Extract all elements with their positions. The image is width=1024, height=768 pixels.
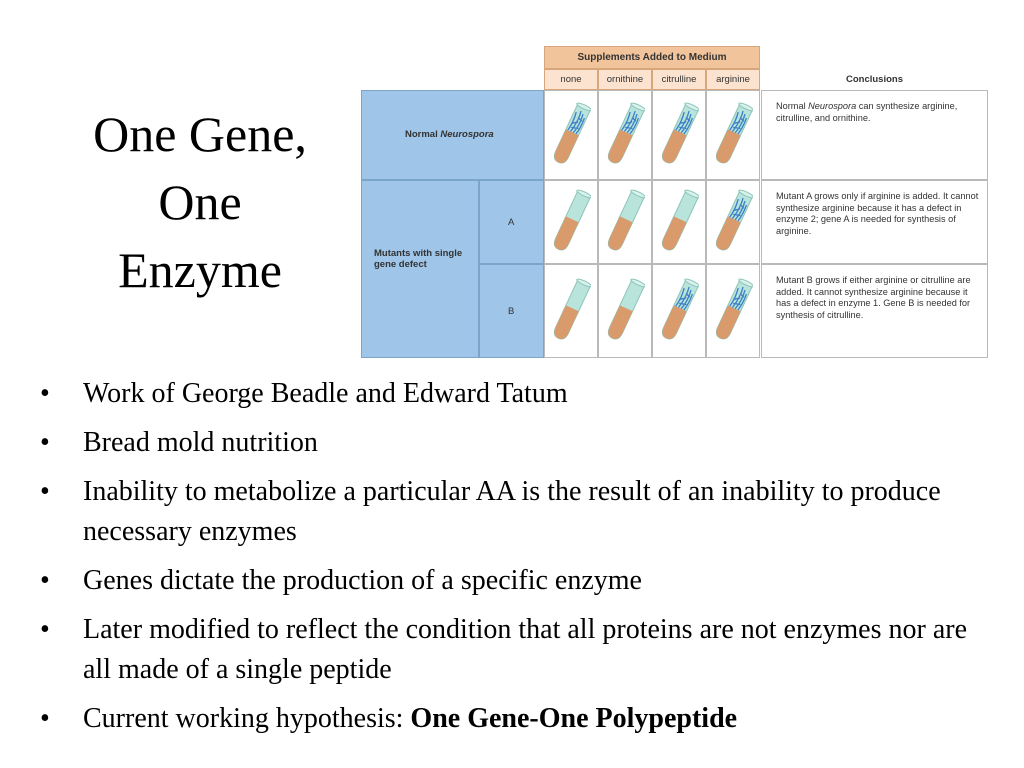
mutant-b-cell bbox=[479, 264, 544, 358]
bullet-text: Genes dictate the production of a specific enzyme bbox=[83, 565, 642, 596]
bullet-item-hypothesis bbox=[40, 699, 1000, 739]
test-tube-no-growth-icon bbox=[605, 278, 645, 344]
bullet-item bbox=[40, 423, 1000, 463]
bullet-text: Current working hypothesis: bbox=[83, 703, 411, 734]
conclusion-normal-italic: Neurospora bbox=[808, 101, 857, 111]
bullet-dot: • bbox=[40, 703, 50, 734]
bullet-item bbox=[40, 374, 1000, 414]
mutant-a-cell bbox=[479, 180, 544, 264]
tube-cell-a-citrulline bbox=[652, 180, 706, 264]
title-line-2: One bbox=[158, 174, 242, 230]
title-line-1: One Gene, bbox=[93, 106, 307, 162]
bullet-dot: • bbox=[40, 565, 50, 596]
bullet-text: Inability to metabolize a particular AA is the result of an inability to produce necessary enzymes bbox=[83, 476, 941, 547]
test-tube-growth-icon bbox=[713, 189, 753, 255]
tube-cell-a-none bbox=[544, 180, 598, 264]
tube-cell-b-arginine bbox=[706, 264, 760, 358]
bullet-text: Work of George Beadle and Edward Tatum bbox=[83, 378, 568, 409]
test-tube-growth-icon bbox=[713, 278, 753, 344]
normal-label-prefix: Normal bbox=[405, 129, 441, 140]
conclusion-normal-rest: can synthesize arginine, citrulline, and ornithine. bbox=[776, 101, 958, 123]
mutants-label: Mutants with single gene defect bbox=[374, 248, 463, 270]
hypothesis-bold: One Gene-One Polypeptide bbox=[410, 703, 738, 734]
normal-label-italic: Neurospora bbox=[440, 129, 494, 140]
test-tube-growth-icon bbox=[713, 102, 753, 168]
bullet-dot: • bbox=[40, 378, 50, 409]
column-none: none bbox=[544, 69, 598, 90]
bullet-dot: • bbox=[40, 476, 50, 507]
tube-cell-b-citrulline bbox=[652, 264, 706, 358]
column-ornithine: ornithine bbox=[598, 69, 652, 90]
bullet-item bbox=[40, 561, 1000, 601]
conclusions-header: Conclusions bbox=[845, 74, 903, 85]
test-tube-no-growth-icon bbox=[551, 189, 591, 255]
tube-cell-a-arginine bbox=[706, 180, 760, 264]
test-tube-growth-icon bbox=[659, 278, 699, 344]
bullet-dot: • bbox=[40, 427, 50, 458]
conclusion-mutant-a: Mutant A grows only if arginine is added. It cannot synthesize arginine because it has a defect in enzyme 2; gene A is needed for synthesis of arginine. bbox=[761, 180, 988, 264]
test-tube-growth-icon bbox=[551, 102, 591, 168]
tube-cell-b-ornithine bbox=[598, 264, 652, 358]
slide-title bbox=[40, 100, 360, 304]
tube-cell-normal-citrulline bbox=[652, 90, 706, 180]
normal-neurospora-label bbox=[405, 129, 494, 140]
test-tube-growth-icon bbox=[605, 102, 645, 168]
tube-cell-b-none bbox=[544, 264, 598, 358]
tube-cell-normal-none bbox=[544, 90, 598, 180]
conclusion-normal bbox=[761, 90, 988, 180]
bullet-item bbox=[40, 610, 1000, 690]
beadle-tatum-figure bbox=[361, 46, 988, 358]
mutants-cell bbox=[361, 180, 479, 358]
bullet-dot: • bbox=[40, 614, 50, 645]
supplements-header: Supplements Added to Medium bbox=[544, 46, 760, 69]
test-tube-no-growth-icon bbox=[605, 189, 645, 255]
tube-cell-normal-ornithine bbox=[598, 90, 652, 180]
conclusion-normal-prefix: Normal bbox=[776, 101, 809, 111]
bullet-list bbox=[40, 374, 1000, 748]
test-tube-no-growth-icon bbox=[659, 189, 699, 255]
column-arginine: arginine bbox=[706, 69, 760, 90]
mutant-b-label: B bbox=[508, 306, 515, 317]
bullet-item bbox=[40, 472, 1000, 552]
bullet-text: Bread mold nutrition bbox=[83, 427, 318, 458]
normal-neurospora-cell bbox=[361, 90, 544, 180]
title-line-3: Enzyme bbox=[118, 242, 282, 298]
mutant-a-label: A bbox=[508, 217, 515, 228]
tube-cell-a-ornithine bbox=[598, 180, 652, 264]
bullet-text: Later modified to reflect the condition that all proteins are not enzymes nor are all made of a single peptide bbox=[83, 614, 967, 685]
test-tube-no-growth-icon bbox=[551, 278, 591, 344]
tube-cell-normal-arginine bbox=[706, 90, 760, 180]
conclusion-mutant-b: Mutant B grows if either arginine or citrulline are added. It cannot synthesize arginine because it has a defect in enzyme 1. Gene B is needed for synthesis of citrulline. bbox=[761, 264, 988, 358]
test-tube-growth-icon bbox=[659, 102, 699, 168]
column-citrulline: citrulline bbox=[652, 69, 706, 90]
